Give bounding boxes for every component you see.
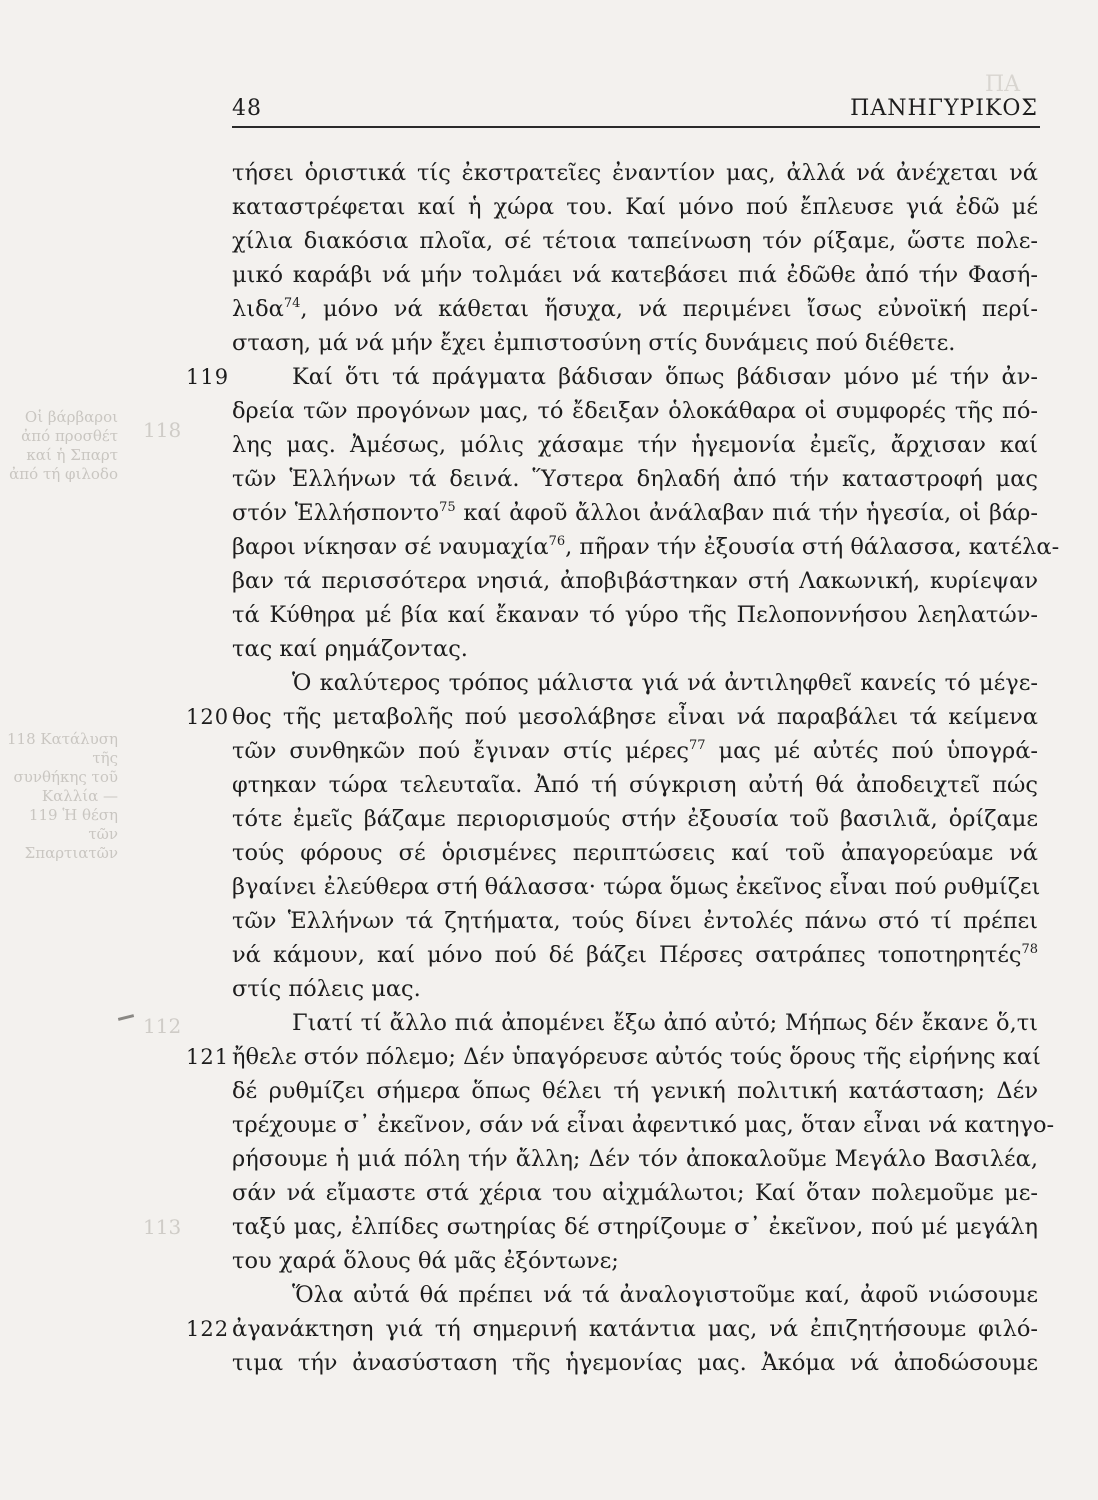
text-line: ἀγανάκτηση γιά τή σημερινή κατάντια μας, νά ἐπιζητήσουμε φιλό-	[232, 1316, 1038, 1342]
text-line: τιμα τήν ἀνασύσταση τῆς ἡγεμονίας μας. Ἀκόμα νά ἀποδώσουμε	[232, 1350, 1038, 1376]
text-line: ταξύ μας, ἐλπίδες σωτηρίας δέ στηρίζουμε σ᾿ ἐκεῖνον, πού μέ μεγάλη	[232, 1214, 1038, 1240]
footnote-ref[interactable]: 76	[548, 534, 566, 549]
text-line: στίς πόλεις μας.	[232, 976, 421, 1002]
text-line: του χαρά ὅλους θά μᾶς ἐξόντωνε;	[232, 1248, 619, 1274]
text-line: βαροι νίκησαν σέ ναυμαχία$^{76}$, πῆραν τήν ἐξουσία στή θάλασσα, κατέλα-	[232, 534, 1060, 560]
text-line: χίλια διακόσια πλοῖα, σέ τέτοια ταπείνωση τόν ρίξαμε, ὥστε πολε-	[232, 228, 1038, 254]
text-line: φτηκαν τώρα τελευταῖα. Ἀπό τή σύγκριση αὐτή θά ἀποδειχτεῖ πώς	[232, 772, 1038, 798]
text-line: Καί ὅτι τά πράγματα βάδισαν ὅπως βάδισαν μόνο μέ τήν ἀν-	[292, 364, 1038, 390]
text-line: δρεία τῶν προγόνων μας, τό ἔδειξαν ὁλοκάθαρα οἱ συμφορές τῆς πό-	[232, 398, 1038, 424]
text-line: Ὁ καλύτερος τρόπος μάλιστα γιά νά ἀντιληφθεῖ κανείς τό μέγε-	[292, 670, 1038, 696]
paragraph-number: 120	[186, 705, 230, 729]
text-line: στόν Ἑλλήσποντο$^{75}$ καί ἀφοῦ ἄλλοι ἀνάλαβαν πιά τήν ἡγεσία, οἱ βάρ-	[232, 500, 1038, 526]
paragraph-number: 121	[186, 1045, 230, 1069]
bleed-through-number: 118	[143, 418, 182, 442]
text-line: ἤθελε στόν πόλεμο; Δέν ὑπαγόρευσε αὐτός τούς ὅρους τῆς εἰρήνης καί	[232, 1044, 1041, 1070]
header-rule	[232, 126, 1040, 128]
text-line: τήσει ὁριστικά τίς ἐκστρατεῖες ἐναντίον μας, ἀλλά νά ἀνέχεται νά	[232, 160, 1038, 186]
text-line: τῶν Ἑλλήνων τά ζητήματα, τούς δίνει ἐντολές πάνω στό τί πρέπει	[232, 908, 1038, 934]
bleed-through-number: 113	[143, 1215, 182, 1239]
text-line: δέ ρυθμίζει σήμερα ὅπως θέλει τή γενική πολιτική κατάσταση; Δέν	[232, 1078, 1038, 1104]
text-line: σταση, μά νά μήν ἔχει ἐμπιστοσύνη στίς δυνάμεις πού διέθετε.	[232, 330, 956, 356]
text-line: μικό καράβι νά μήν τολμάει νά κατεβάσει πιά ἐδῶθε ἀπό τήν Φασή-	[232, 262, 1038, 288]
text-line: Γιατί τί ἄλλο πιά ἀπομένει ἔξω ἀπό αὐτό; Μήπως δέν ἔκανε ὅ,τι	[292, 1010, 1038, 1036]
bleed-through-header: ΠΑ	[985, 72, 1021, 97]
text-line: λιδα$^{74}$, μόνο νά κάθεται ἥσυχα, νά περιμένει ἴσως εὐνοϊκή περί-	[232, 296, 1038, 322]
page-number: 48	[232, 96, 262, 121]
running-head	[232, 96, 1038, 126]
footnote-ref[interactable]: 74	[283, 296, 301, 311]
text-line: καταστρέφεται καί ἡ χώρα του. Καί μόνο πού ἔπλευσε γιά ἐδῶ μέ	[232, 194, 1038, 220]
paragraph-number: 122	[186, 1317, 230, 1341]
text-line: τῶν Ἑλλήνων τά δεινά. Ὕστερα δηλαδή ἀπό τήν καταστροφή μας	[232, 466, 1038, 492]
text-line: τά Κύθηρα μέ βία καί ἔκαναν τό γύρο τῆς Πελοποννήσου λεηλατών-	[232, 602, 1038, 628]
text-line: νά κάμουν, καί μόνο πού δέ βάζει Πέρσες σατράπες τοποτηρητές$^{78}$	[232, 942, 1038, 968]
text-line: λης μας. Ἀμέσως, μόλις χάσαμε τήν ἡγεμονία ἐμεῖς, ἄρχισαν καί	[232, 432, 1038, 458]
footnote-ref[interactable]: 77	[688, 738, 706, 753]
text-line: βγαίνει ἐλεύθερα στή θάλασσα· τώρα ὅμως ἐκεῖνος εἶναι πού ρυθμίζει	[232, 874, 1041, 900]
text-line: τούς φόρους σέ ὁρισμένες περιπτώσεις καί τοῦ ἀπαγορεύαμε νά	[232, 840, 1038, 866]
bleed-through-margin-note: Οἱ βάρβαροι ἀπό προσθέτ καί ἡ Σπαρτ ἀπό τή φιλοδο	[9, 408, 118, 483]
text-line: ρήσουμε ἡ μιά πόλη τήν ἄλλη; Δέν τόν ἀποκαλοῦμε Μεγάλο Βασιλέα,	[232, 1146, 1038, 1172]
text-line: τότε ἐμεῖς βάζαμε περιορισμούς στήν ἐξουσία τοῦ βασιλιᾶ, ὁρίζαμε	[232, 806, 1038, 832]
header-title: ΠΑΝΗΓΥΡΙΚΟΣ	[850, 96, 1038, 121]
body-text	[232, 156, 1060, 1380]
footnote-ref[interactable]: 78	[1021, 942, 1038, 957]
pencil-mark	[118, 1014, 134, 1021]
bleed-through-margin-note: 118 Κατάλυση τῆς συνθήκης τοῦ Καλλία — 119 Ἡ θέση τῶν Σπαρτιατῶν	[6, 730, 118, 862]
text-line: θος τῆς μεταβολῆς πού μεσολάβησε εἶναι νά παραβάλει τά κείμενα	[232, 704, 1038, 730]
paragraph-number: 119	[186, 365, 230, 389]
text-line: τῶν συνθηκῶν πού ἔγιναν στίς μέρες$^{77}$ μας μέ αὐτές πού ὑπογρά-	[232, 738, 1039, 764]
footnote-ref[interactable]: 75	[439, 500, 456, 515]
text-line: τρέχουμε σ᾿ ἐκεῖνον, σάν νά εἶναι ἀφεντικό μας, ὅταν εἶναι νά κατηγο-	[232, 1112, 1055, 1138]
text-line: τας καί ρημάζοντας.	[232, 636, 468, 662]
text-line: σάν νά εἴμαστε στά χέρια του αἰχμάλωτοι; Καί ὅταν πολεμοῦμε με-	[232, 1180, 1038, 1206]
bleed-through-number: 112	[143, 1014, 182, 1038]
text-line: Ὅλα αὐτά θά πρέπει νά τά ἀναλογιστοῦμε καί, ἀφοῦ νιώσουμε	[292, 1282, 1038, 1308]
text-line: βαν τά περισσότερα νησιά, ἀποβιβάστηκαν στή Λακωνική, κυρίεψαν	[232, 568, 1038, 594]
